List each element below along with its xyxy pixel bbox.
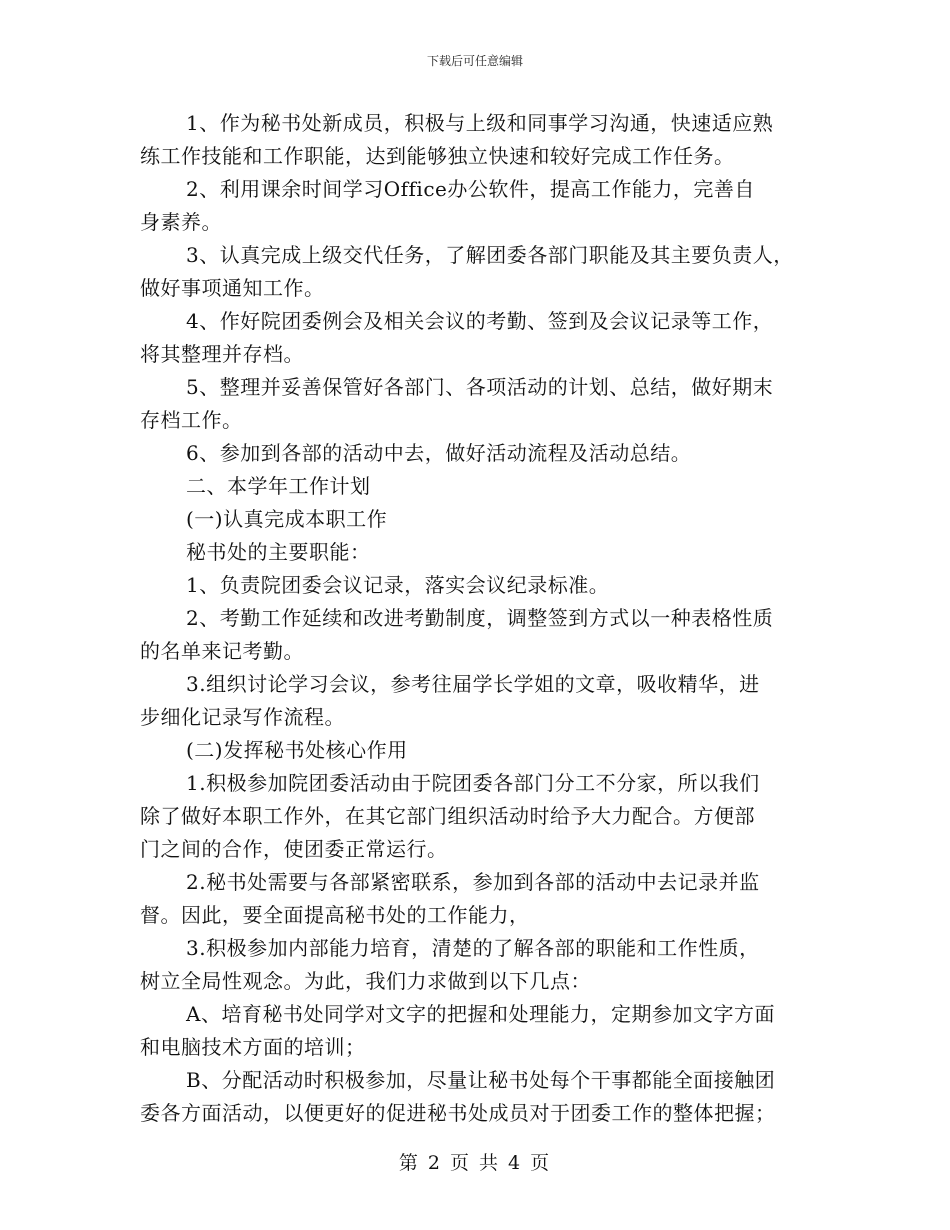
text-line: 除了做好本职工作外，在其它部门组织活动时给予大力配合。方便部 bbox=[140, 804, 755, 828]
text-line: 2.秘书处需要与各部紧密联系，参加到各部的活动中去记录并监 bbox=[186, 870, 760, 894]
text-line: 树立全局性观念。为此，我们力求做到以下几点： bbox=[140, 969, 591, 993]
text-line: 做好事项通知工作。 bbox=[140, 276, 325, 300]
text-line: 练工作技能和工作职能，达到能够独立快速和较好完成工作任务。 bbox=[140, 144, 735, 168]
text-line: 1、作为秘书处新成员，积极与上级和同事学习沟通，快速适应熟 bbox=[186, 111, 774, 135]
text-line: 委各方面活动，以便更好的促进秘书处成员对于团委工作的整体把握； bbox=[140, 1101, 776, 1125]
text-line: 1.积极参加院团委活动由于院团委各部门分工不分家，所以我们 bbox=[186, 771, 760, 795]
text-line: 5、整理并妥善保管好各部门、各项活动的计划、总结，做好期末 bbox=[186, 375, 774, 399]
text-line: 督。因此，要全面提高秘书处的工作能力， bbox=[140, 903, 530, 927]
text-line: (二)发挥秘书处核心作用 bbox=[186, 738, 408, 762]
text-line: 秘书处的主要职能： bbox=[186, 540, 371, 564]
page-header: 下载后可任意编辑 bbox=[426, 54, 523, 68]
text-line: 2、利用课余时间学习Office办公软件，提高工作能力，完善自 bbox=[186, 177, 755, 201]
text-line: 和电脑技术方面的培训； bbox=[140, 1035, 366, 1059]
text-line: 步细化记录写作流程。 bbox=[140, 705, 345, 729]
text-line: 的名单来记考勤。 bbox=[140, 639, 304, 663]
text-line: 3.组织讨论学习会议，参考往届学长学姐的文章，吸收精华，进 bbox=[186, 672, 760, 696]
text-line: (一)认真完成本职工作 bbox=[186, 507, 388, 531]
text-line: 4、作好院团委例会及相关会议的考勤、签到及会议记录等工作， bbox=[186, 309, 774, 333]
text-line: 存档工作。 bbox=[140, 408, 243, 432]
text-line: 二、本学年工作计划 bbox=[186, 474, 371, 498]
text-line: 门之间的合作，使团委正常运行。 bbox=[140, 837, 448, 861]
text-line: B、分配活动时积极参加，尽量让秘书处每个干事都能全面接触团 bbox=[186, 1068, 776, 1092]
text-line: 3.积极参加内部能力培育，清楚的了解各部的职能和工作性质， bbox=[186, 936, 760, 960]
text-line: A、培育秘书处同学对文字的把握和处理能力，定期参加文字方面 bbox=[186, 1002, 775, 1026]
text-line: 3、认真完成上级交代任务，了解团委各部门职能及其主要负责人， bbox=[186, 243, 794, 267]
text-line: 将其整理并存档。 bbox=[140, 342, 304, 366]
text-line: 2、考勤工作延续和改进考勤制度，调整签到方式以一种表格性质 bbox=[186, 606, 774, 630]
text-line: 1、负责院团委会议记录，落实会议纪录标准。 bbox=[186, 573, 610, 597]
text-line: 6、参加到各部的活动中去，做好活动流程及活动总结。 bbox=[186, 441, 692, 465]
document-body bbox=[140, 107, 820, 1130]
page-footer: 第 2 页 共 4 页 bbox=[398, 1152, 552, 1174]
text-line: 身素养。 bbox=[140, 210, 222, 234]
